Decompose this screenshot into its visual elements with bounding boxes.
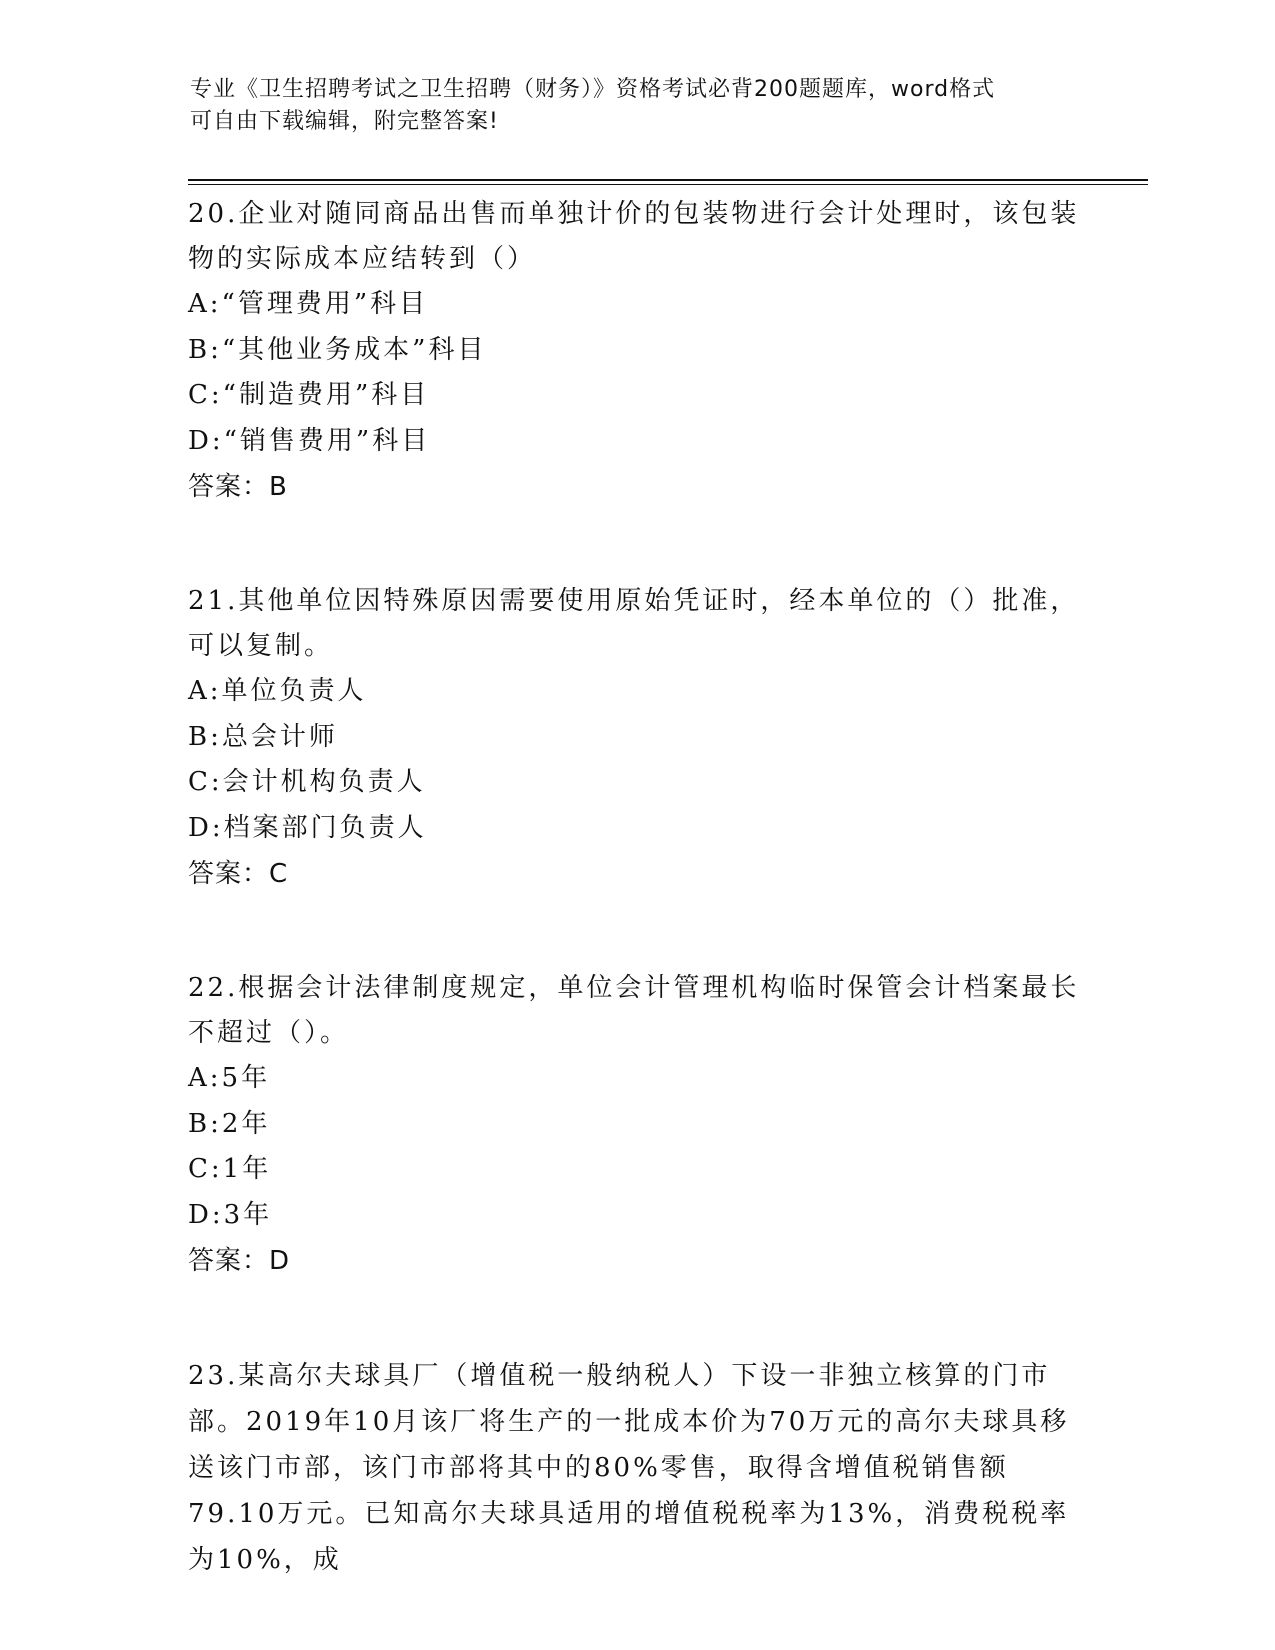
header-divider-thin [188,184,1148,185]
option-c: C:会计机构负责人 [188,767,426,797]
header-line-1: 专业《卫生招聘考试之卫生招聘（财务）》资格考试必背200题题库，word格式 [190,77,996,102]
answer-line: 答案：C [188,859,289,889]
question-23 [188,1353,1088,1583]
answer-line: 答案：D [188,1246,291,1276]
header-divider-thick [188,179,1148,181]
option-d: D:档案部门负责人 [188,812,427,843]
option-a: A:5年 [188,1063,271,1093]
question-list [188,192,1088,1583]
option-a: A:“管理费用”科目 [188,289,429,319]
header-line-2: 可自由下载编辑，附完整答案! [190,109,499,134]
answer-line: 答案：B [188,472,288,502]
option-c: C:1年 [188,1154,272,1184]
option-c: C:“制造费用”科目 [188,380,430,410]
question-text: 22.根据会计法律制度规定，单位会计管理机构临时保管会计档案最长不超过（）。 [188,973,1080,1048]
question-22 [188,966,1088,1284]
option-b: B:“其他业务成本”科目 [188,334,487,365]
option-d: D:3年 [188,1199,273,1230]
question-20 [188,192,1088,510]
question-text: 21.其他单位因特殊原因需要使用原始凭证时，经本单位的（）批准，可以复制。 [188,586,1080,661]
question-21 [188,579,1088,897]
option-b: B:2年 [188,1108,271,1139]
option-a: A:单位负责人 [188,676,367,706]
option-b: B:总会计师 [188,721,338,752]
option-d: D:“销售费用”科目 [188,425,431,456]
document-header [190,74,1090,138]
question-text: 23.某高尔夫球具厂（增值税一般纳税人）下设一非独立核算的门市部。2019年10月该厂将生产的一批成本价为70万元的高尔夫球具移送该门市部，该门市部将其中的80%零售，取得含增值税销售额79.10万元。已知高尔夫球具适用的增值税税率为13%，消费税税率为10%，成 [188,1361,1070,1575]
question-text: 20.企业对随同商品出售而单独计价的包装物进行会计处理时，该包装物的实际成本应结转到（） [188,199,1080,274]
